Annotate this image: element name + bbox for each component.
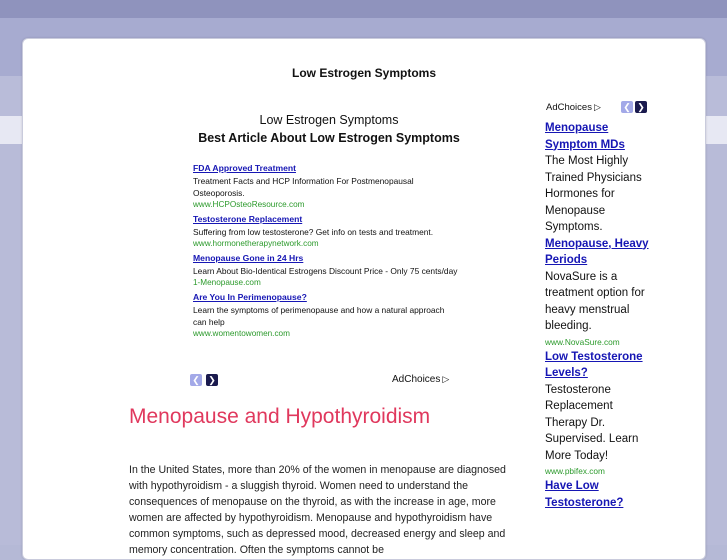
article-title: Menopause and Hypothyroidism [129, 405, 431, 428]
ad-description: Treatment Facts and HCP Information For Postmenopausal Osteoporosis. [193, 176, 414, 198]
adchoices-triangle-icon: ▷ [442, 374, 450, 384]
sidebar-ads [545, 120, 655, 511]
chevron-left-icon[interactable]: ❮ [621, 101, 633, 113]
ad-block-heading: Low Estrogen Symptoms [259, 113, 399, 127]
adchoices-text: AdChoices [392, 374, 441, 385]
sidebar-ad-link[interactable]: Menopause, Heavy Periods [545, 237, 649, 266]
header-band-top [0, 0, 727, 18]
ad-url[interactable]: www.hormonetherapynetwork.com [193, 239, 319, 248]
ad-item [193, 252, 458, 289]
chevron-right-icon[interactable]: ❯ [635, 101, 647, 113]
ad-link[interactable]: Menopause Gone in 24 Hrs [193, 253, 304, 263]
ad-list [193, 162, 458, 342]
sidebar-ad-link[interactable]: Menopause Symptom MDs [545, 122, 625, 151]
sidebar-ad-url[interactable]: www.pbifex.com [545, 466, 605, 476]
chevron-left-icon[interactable]: ❮ [190, 374, 202, 386]
ad-url[interactable]: 1-Menopause.com [193, 278, 261, 287]
sidebar-ad-description: The Most Highly Trained Physicians Hormones for Menopause Symptoms. [545, 155, 642, 233]
ad-description: Learn the symptoms of perimenopause and how a natural approach can help [193, 305, 445, 327]
sidebar-ad-url[interactable]: www.NovaSure.com [545, 336, 620, 347]
ad-link[interactable]: Are You In Perimenopause? [193, 292, 307, 302]
sidebar-ad-item [545, 478, 655, 511]
adchoices-label[interactable] [392, 374, 449, 385]
sidebar-ad-link[interactable]: Have Low Testosterone? [545, 480, 624, 509]
sidebar-adchoices-label[interactable] [546, 102, 601, 113]
ad-description: Suffering from low testosterone? Get info on tests and treatment. [193, 227, 434, 237]
sidebar-ad-link[interactable]: Low Testosterone Levels? [545, 350, 643, 379]
ad-link[interactable]: Testosterone Replacement [193, 214, 303, 224]
sidebar-adchoices-text: AdChoices [546, 102, 592, 113]
sidebar-ad-item [545, 236, 655, 349]
article-body: In the United States, more than 20% of the women in menopause are diagnosed with hypothyroidism - a sluggish thyroid. Women need to understand the consequences of menopause on the thyroid, as with the increase in age, more women are affected by hypothyroidism. Menopause and hypothyroidism have common symptoms, such as depressed mood, decreased energy and sleep and memory concentration. Often the symptoms cannot be [129, 464, 506, 556]
sidebar-ad-item [545, 120, 655, 236]
site-title: Low Estrogen Symptoms [291, 66, 437, 80]
content-card [22, 38, 706, 560]
chevron-right-icon[interactable]: ❯ [206, 374, 218, 386]
adchoices-triangle-icon: ▷ [593, 102, 601, 112]
ad-link[interactable]: FDA Approved Treatment [193, 163, 296, 173]
sidebar-ad-item [545, 349, 655, 479]
sidebar-ad-description: NovaSure is a treatment option for heavy menstrual bleeding. [545, 270, 645, 332]
sidebar-ad-description: Testosterone Replacement Therapy Dr. Supervised. Learn More Today! [545, 383, 639, 462]
ad-url[interactable]: www.womentowomen.com [193, 329, 290, 338]
ad-item [193, 162, 458, 211]
ad-item [193, 291, 458, 340]
ad-item [193, 213, 458, 250]
ad-block-subheading: Best Article About Low Estrogen Symptoms [198, 131, 460, 145]
ad-description: Learn About Bio-Identical Estrogens Discount Price - Only 75 cents/day [193, 266, 458, 276]
ad-url[interactable]: www.HCPOsteoResource.com [193, 200, 305, 209]
